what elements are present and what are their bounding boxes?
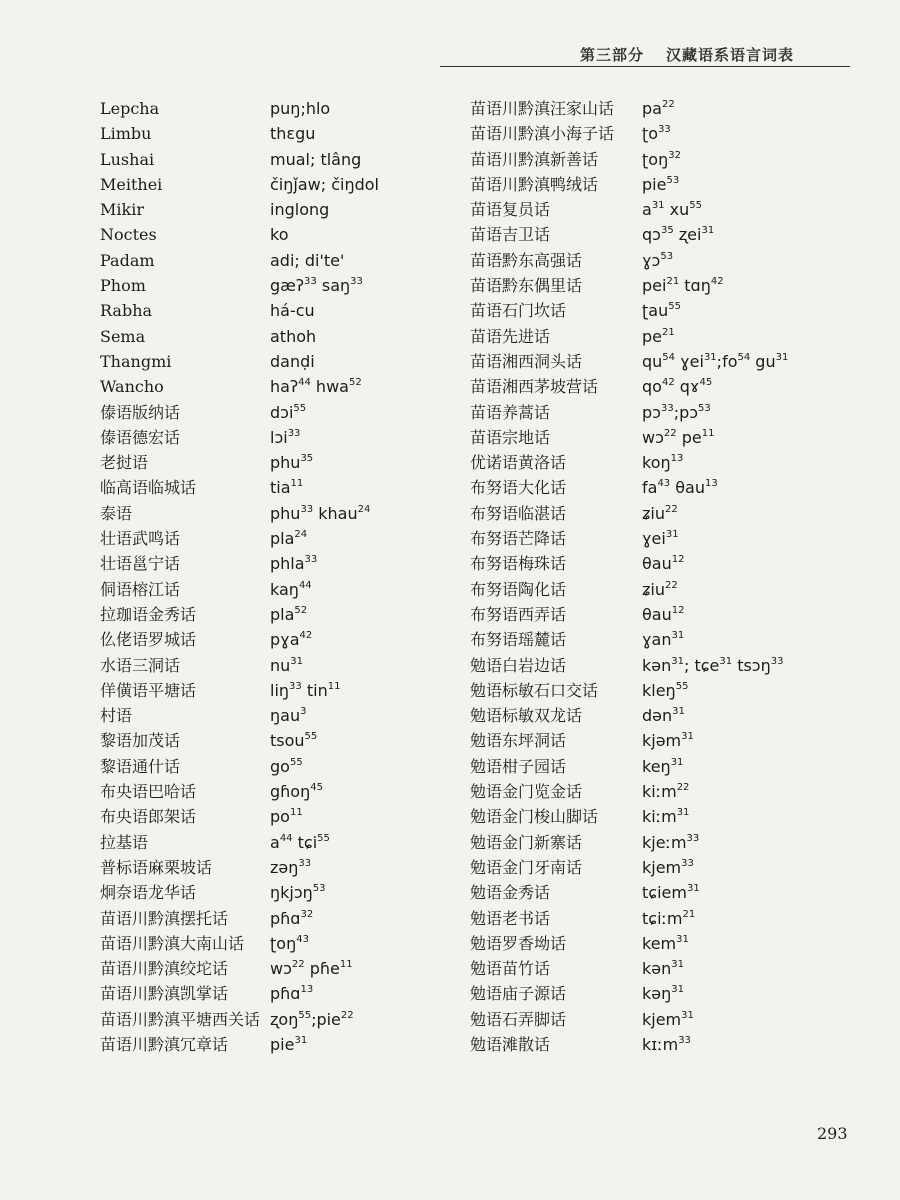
word-form: $pe^{21}$ (642, 326, 675, 346)
word-entry (470, 981, 788, 1006)
word-form: ɣan$^{31}$ (642, 630, 685, 650)
word-form: ʈau$^{55}$ (642, 301, 681, 321)
language-name: 苗语养蒿话 (470, 402, 551, 422)
word-form: čiŋǰaw; čiŋdol (270, 174, 379, 194)
word-form: gæʔ$^{33}$ saŋ$^{33}$ (270, 276, 363, 296)
language-name: 勉语金秀话 (470, 883, 551, 903)
word-form: mual; tlâng (270, 149, 362, 169)
language-name: 拉珈语金秀话 (100, 604, 197, 624)
word-form: phu$^{35}$ (270, 453, 314, 473)
language-name: 优诺语黄洛话 (470, 453, 567, 473)
language-name: 勉语滩散话 (470, 1034, 551, 1054)
word-form: kiːm$^{22}$ (642, 782, 690, 802)
word-entry (100, 678, 379, 703)
language-name: 苗语川黔滇鸭绒话 (470, 174, 599, 194)
language-name: 勉语金门新寨话 (470, 832, 583, 852)
language-name: 布努语临湛话 (470, 503, 567, 523)
word-entry (100, 906, 379, 931)
language-name: 壮语武鸣话 (100, 529, 181, 549)
language-name: Noctes (100, 225, 157, 245)
language-name: 泰语 (100, 503, 133, 523)
word-entry (470, 501, 788, 526)
word-entry (100, 298, 379, 323)
word-form: pla$^{24}$ (270, 529, 308, 549)
word-entry (100, 703, 379, 728)
word-form: tɕiːm$^{21}$ (642, 908, 696, 928)
language-name: 苗语川黔滇小海子话 (470, 124, 615, 144)
word-form: kjəm$^{31}$ (642, 731, 694, 751)
word-entry (470, 804, 788, 829)
language-name: 勉语金门牙南话 (470, 857, 583, 877)
word-form: $a^{44}$ tɕi$^{55}$ (270, 832, 330, 852)
word-entry (100, 501, 379, 526)
language-name: 苗语川黔滇绞坨话 (100, 959, 229, 979)
word-entry (470, 703, 788, 728)
language-name: 勉语白岩边话 (470, 655, 567, 675)
language-name: 苗语宗地话 (470, 427, 551, 447)
word-entry (100, 248, 379, 273)
word-form: $nu^{31}$ (270, 655, 304, 675)
language-name: 勉语庙子源话 (470, 984, 567, 1004)
word-form: ʈo$^{33}$ (642, 124, 671, 144)
word-form: zəŋ$^{33}$ (270, 857, 312, 877)
language-name: 布努语西弄话 (470, 604, 567, 624)
word-entry (100, 551, 379, 576)
language-name: 勉语金门梭山脚话 (470, 807, 599, 827)
word-entry (470, 779, 788, 804)
language-name: 苗语黔东高强话 (470, 250, 583, 270)
word-entry (100, 880, 379, 905)
word-form: $go^{55}$ (270, 756, 303, 776)
word-entry (470, 855, 788, 880)
language-name: 壮语邕宁话 (100, 554, 181, 574)
language-name: 布努语大化话 (470, 478, 567, 498)
word-form: dən$^{31}$ (642, 706, 685, 726)
word-form: wɔ$^{22}$ $pe^{11}$ (642, 427, 715, 447)
word-entry (100, 147, 379, 172)
word-form: ɣɔ$^{53}$ (642, 250, 674, 270)
language-name: 傣语德宏话 (100, 427, 181, 447)
language-name: Meithei (100, 174, 163, 194)
header-title: 汉藏语系语言词表 (666, 46, 795, 64)
word-entry (470, 197, 788, 222)
language-name: 黎语加茂话 (100, 731, 181, 751)
word-form: pɣa$^{42}$ (270, 630, 313, 650)
word-form: kleŋ$^{55}$ (642, 680, 689, 700)
word-form: dɔi$^{55}$ (270, 402, 307, 422)
word-form: inglong (270, 200, 330, 220)
word-entry (100, 855, 379, 880)
word-form: ʈoŋ$^{32}$ (642, 149, 681, 169)
word-form: kən$^{31}$ (642, 959, 684, 979)
word-form: pla$^{52}$ (270, 604, 308, 624)
word-entry (100, 728, 379, 753)
word-entry (100, 121, 379, 146)
word-entry (100, 981, 379, 1006)
word-entry (100, 1032, 379, 1057)
word-form: ŋau$^3$ (270, 706, 307, 726)
word-entry (100, 602, 379, 627)
word-entry (100, 526, 379, 551)
word-form: ʐoŋ$^{55}$;pie$^{22}$ (270, 1009, 354, 1029)
word-entry (470, 374, 788, 399)
word-form: qɔ$^{35}$ ʐei$^{31}$ (642, 225, 715, 245)
language-name: Sema (100, 326, 146, 346)
word-entry (470, 526, 788, 551)
word-form: kən$^{31}$; tɕe$^{31}$ tsɔŋ$^{33}$ (642, 655, 784, 675)
word-entry (100, 222, 379, 247)
word-entry (470, 906, 788, 931)
language-name: Phom (100, 276, 146, 296)
header-rule (440, 66, 850, 67)
left-column (100, 96, 379, 1057)
word-entry (470, 324, 788, 349)
word-form: $a^{31}$ $xu^{55}$ (642, 200, 702, 220)
language-name: 炯奈语龙华话 (100, 883, 197, 903)
word-entry (100, 374, 379, 399)
language-name: 布努语瑶麓话 (470, 630, 567, 650)
word-entry (100, 324, 379, 349)
running-header (580, 44, 794, 65)
language-name: 苗语川黔滇摆托话 (100, 908, 229, 928)
word-entry (100, 96, 379, 121)
word-entry (470, 222, 788, 247)
word-entry (470, 830, 788, 855)
language-name: Lushai (100, 149, 155, 169)
language-name: Wancho (100, 377, 164, 397)
word-form: pie$^{31}$ (270, 1034, 308, 1054)
word-entry (470, 298, 788, 323)
word-form: há-cu (270, 301, 315, 321)
word-form: kaŋ$^{44}$ (270, 579, 312, 599)
language-name: 苗语川黔滇汪家山话 (470, 99, 615, 118)
language-name: 仫佬语罗城话 (100, 630, 197, 650)
word-form: $qo^{42}$ qɤ$^{45}$ (642, 377, 713, 397)
word-form: θau$^{12}$ (642, 554, 685, 574)
language-name: 布央语郎架话 (100, 807, 197, 827)
word-entry (470, 425, 788, 450)
word-entry (100, 577, 379, 602)
word-form: ʈoŋ$^{43}$ (270, 933, 309, 953)
language-name: 苗语黔东偶里话 (470, 276, 583, 296)
language-name: 勉语标敏双龙话 (470, 706, 583, 726)
word-entry (470, 577, 788, 602)
language-name: 临高语临城话 (100, 478, 197, 498)
language-name: 苗语川黔滇平塘西关话 (100, 1009, 261, 1029)
word-entry (470, 602, 788, 627)
language-name: 苗语先进话 (470, 326, 551, 346)
word-form: ŋkjɔŋ$^{53}$ (270, 883, 326, 903)
word-entry (470, 754, 788, 779)
language-name: 苗语复员话 (470, 200, 551, 220)
language-name: 侗语榕江话 (100, 579, 181, 599)
word-form: danḍi (270, 351, 315, 371)
word-form: kjem$^{33}$ (642, 857, 694, 877)
word-form: haʔ$^{44}$ hwa$^{52}$ (270, 377, 362, 397)
language-name: Thangmi (100, 351, 172, 371)
word-entry (100, 804, 379, 829)
word-entry (470, 475, 788, 500)
word-entry (470, 551, 788, 576)
word-form: ɣei$^{31}$ (642, 529, 679, 549)
language-name: 黎语通什话 (100, 756, 181, 776)
word-entry (470, 627, 788, 652)
word-entry (100, 779, 379, 804)
language-name: 苗语吉卫话 (470, 225, 551, 245)
word-form: ʑiu$^{22}$ (642, 579, 678, 599)
word-entry (100, 450, 379, 475)
word-entry (470, 1032, 788, 1057)
word-entry (470, 172, 788, 197)
language-name: 勉语罗香坳话 (470, 933, 567, 953)
word-entry (470, 121, 788, 146)
page-number: 293 (817, 1124, 848, 1143)
word-form: tsou$^{55}$ (270, 731, 318, 751)
language-name: Rabha (100, 301, 153, 321)
word-entry (470, 273, 788, 298)
word-entry (470, 956, 788, 981)
language-name: 勉语苗竹话 (470, 959, 551, 979)
word-entry (100, 273, 379, 298)
word-entry (470, 1007, 788, 1032)
language-name: 村语 (100, 706, 133, 726)
language-name: 布央语巴哈话 (100, 782, 197, 802)
word-form: kem$^{31}$ (642, 933, 689, 953)
word-form: wɔ$^{22}$ pɦe$^{11}$ (270, 959, 353, 979)
word-form: kjem$^{31}$ (642, 1009, 694, 1029)
word-entry (470, 147, 788, 172)
word-entry (100, 627, 379, 652)
word-form: pɔ$^{33}$;pɔ$^{53}$ (642, 402, 711, 422)
language-name: 佯僙语平塘话 (100, 680, 197, 700)
word-entry (100, 400, 379, 425)
word-form: kiːm$^{31}$ (642, 807, 690, 827)
word-form: kjeːm$^{33}$ (642, 832, 700, 852)
language-name: 勉语老书话 (470, 908, 551, 928)
right-column (470, 96, 788, 1057)
word-form: pɦɑ$^{32}$ (270, 908, 314, 928)
word-entry (470, 728, 788, 753)
word-form: adi; di'te' (270, 250, 345, 270)
word-entry (100, 931, 379, 956)
language-name: 傣语版纳话 (100, 402, 181, 422)
word-entry (100, 425, 379, 450)
word-entry (100, 754, 379, 779)
word-form: phla$^{33}$ (270, 554, 318, 574)
word-form: $po^{11}$ (270, 807, 303, 827)
word-entry (470, 248, 788, 273)
word-entry (470, 400, 788, 425)
language-name: Mikir (100, 200, 144, 220)
language-name: 布努语梅珠话 (470, 554, 567, 574)
language-name: 勉语标敏石口交话 (470, 680, 599, 700)
word-form: kəŋ$^{31}$ (642, 984, 684, 1004)
language-name: 苗语川黔滇冗章话 (100, 1034, 229, 1054)
word-form: pie$^{53}$ (642, 174, 680, 194)
word-form: lɔi$^{33}$ (270, 427, 301, 447)
word-form: gɦoŋ$^{45}$ (270, 782, 323, 802)
word-entry (470, 96, 788, 121)
language-name: 苗语川黔滇新善话 (470, 149, 599, 169)
word-entry (470, 450, 788, 475)
word-entry (470, 349, 788, 374)
language-name: 苗语湘西洞头话 (470, 351, 583, 371)
language-name: 普标语麻栗坡话 (100, 857, 213, 877)
word-form: keŋ$^{31}$ (642, 756, 684, 776)
word-form: phu$^{33}$ khau$^{24}$ (270, 503, 371, 523)
word-form: tɕiem$^{31}$ (642, 883, 700, 903)
language-name: 勉语东坪洞话 (470, 731, 567, 751)
language-name: 苗语石门坎话 (470, 301, 567, 321)
word-form: athoh (270, 326, 317, 346)
word-form: $qu^{54}$ $ɣei^{31};fo^{54}$ $gu^{31}$ (642, 351, 789, 371)
language-name: 水语三洞话 (100, 655, 181, 675)
word-entry (100, 197, 379, 222)
word-entry (470, 678, 788, 703)
word-form: ʑiu$^{22}$ (642, 503, 678, 523)
word-form: koŋ$^{13}$ (642, 453, 684, 473)
word-form: puŋ;hlo (270, 99, 331, 118)
language-name: 布努语陶化话 (470, 579, 567, 599)
word-form: ko (270, 225, 289, 245)
header-part: 第三部分 (580, 46, 645, 64)
word-form: thɛgu (270, 124, 316, 144)
word-entry (470, 931, 788, 956)
word-entry (100, 956, 379, 981)
language-name: 布努语芒降话 (470, 529, 567, 549)
word-form: tia$^{11}$ (270, 478, 304, 498)
language-name: 苗语湘西茅坡营话 (470, 377, 599, 397)
word-form: pɦɑ$^{13}$ (270, 984, 314, 1004)
word-form: θau$^{12}$ (642, 604, 685, 624)
word-form: kɪːm$^{33}$ (642, 1034, 691, 1054)
language-name: 勉语石弄脚话 (470, 1009, 567, 1029)
language-name: 苗语川黔滇大南山话 (100, 933, 245, 953)
word-entry (100, 1007, 379, 1032)
word-entry (100, 475, 379, 500)
word-form: liŋ$^{33}$ tin$^{11}$ (270, 680, 341, 700)
word-entry (100, 653, 379, 678)
word-form: $fa^{43}$ θau$^{13}$ (642, 478, 718, 498)
word-entry (100, 349, 379, 374)
language-name: 勉语金门览金话 (470, 782, 583, 802)
word-entry (100, 172, 379, 197)
language-name: 勉语柑子园话 (470, 756, 567, 776)
word-form: pei$^{21}$ tɑŋ$^{42}$ (642, 276, 724, 296)
language-name: 苗语川黔滇凯掌话 (100, 984, 229, 1004)
language-name: Lepcha (100, 99, 160, 118)
language-name: 拉基语 (100, 832, 149, 852)
language-name: 老挝语 (100, 453, 149, 473)
word-form: $pa^{22}$ (642, 99, 675, 118)
word-entry (470, 880, 788, 905)
word-entry (470, 653, 788, 678)
language-name: Padam (100, 250, 155, 270)
word-entry (100, 830, 379, 855)
language-name: Limbu (100, 124, 152, 144)
